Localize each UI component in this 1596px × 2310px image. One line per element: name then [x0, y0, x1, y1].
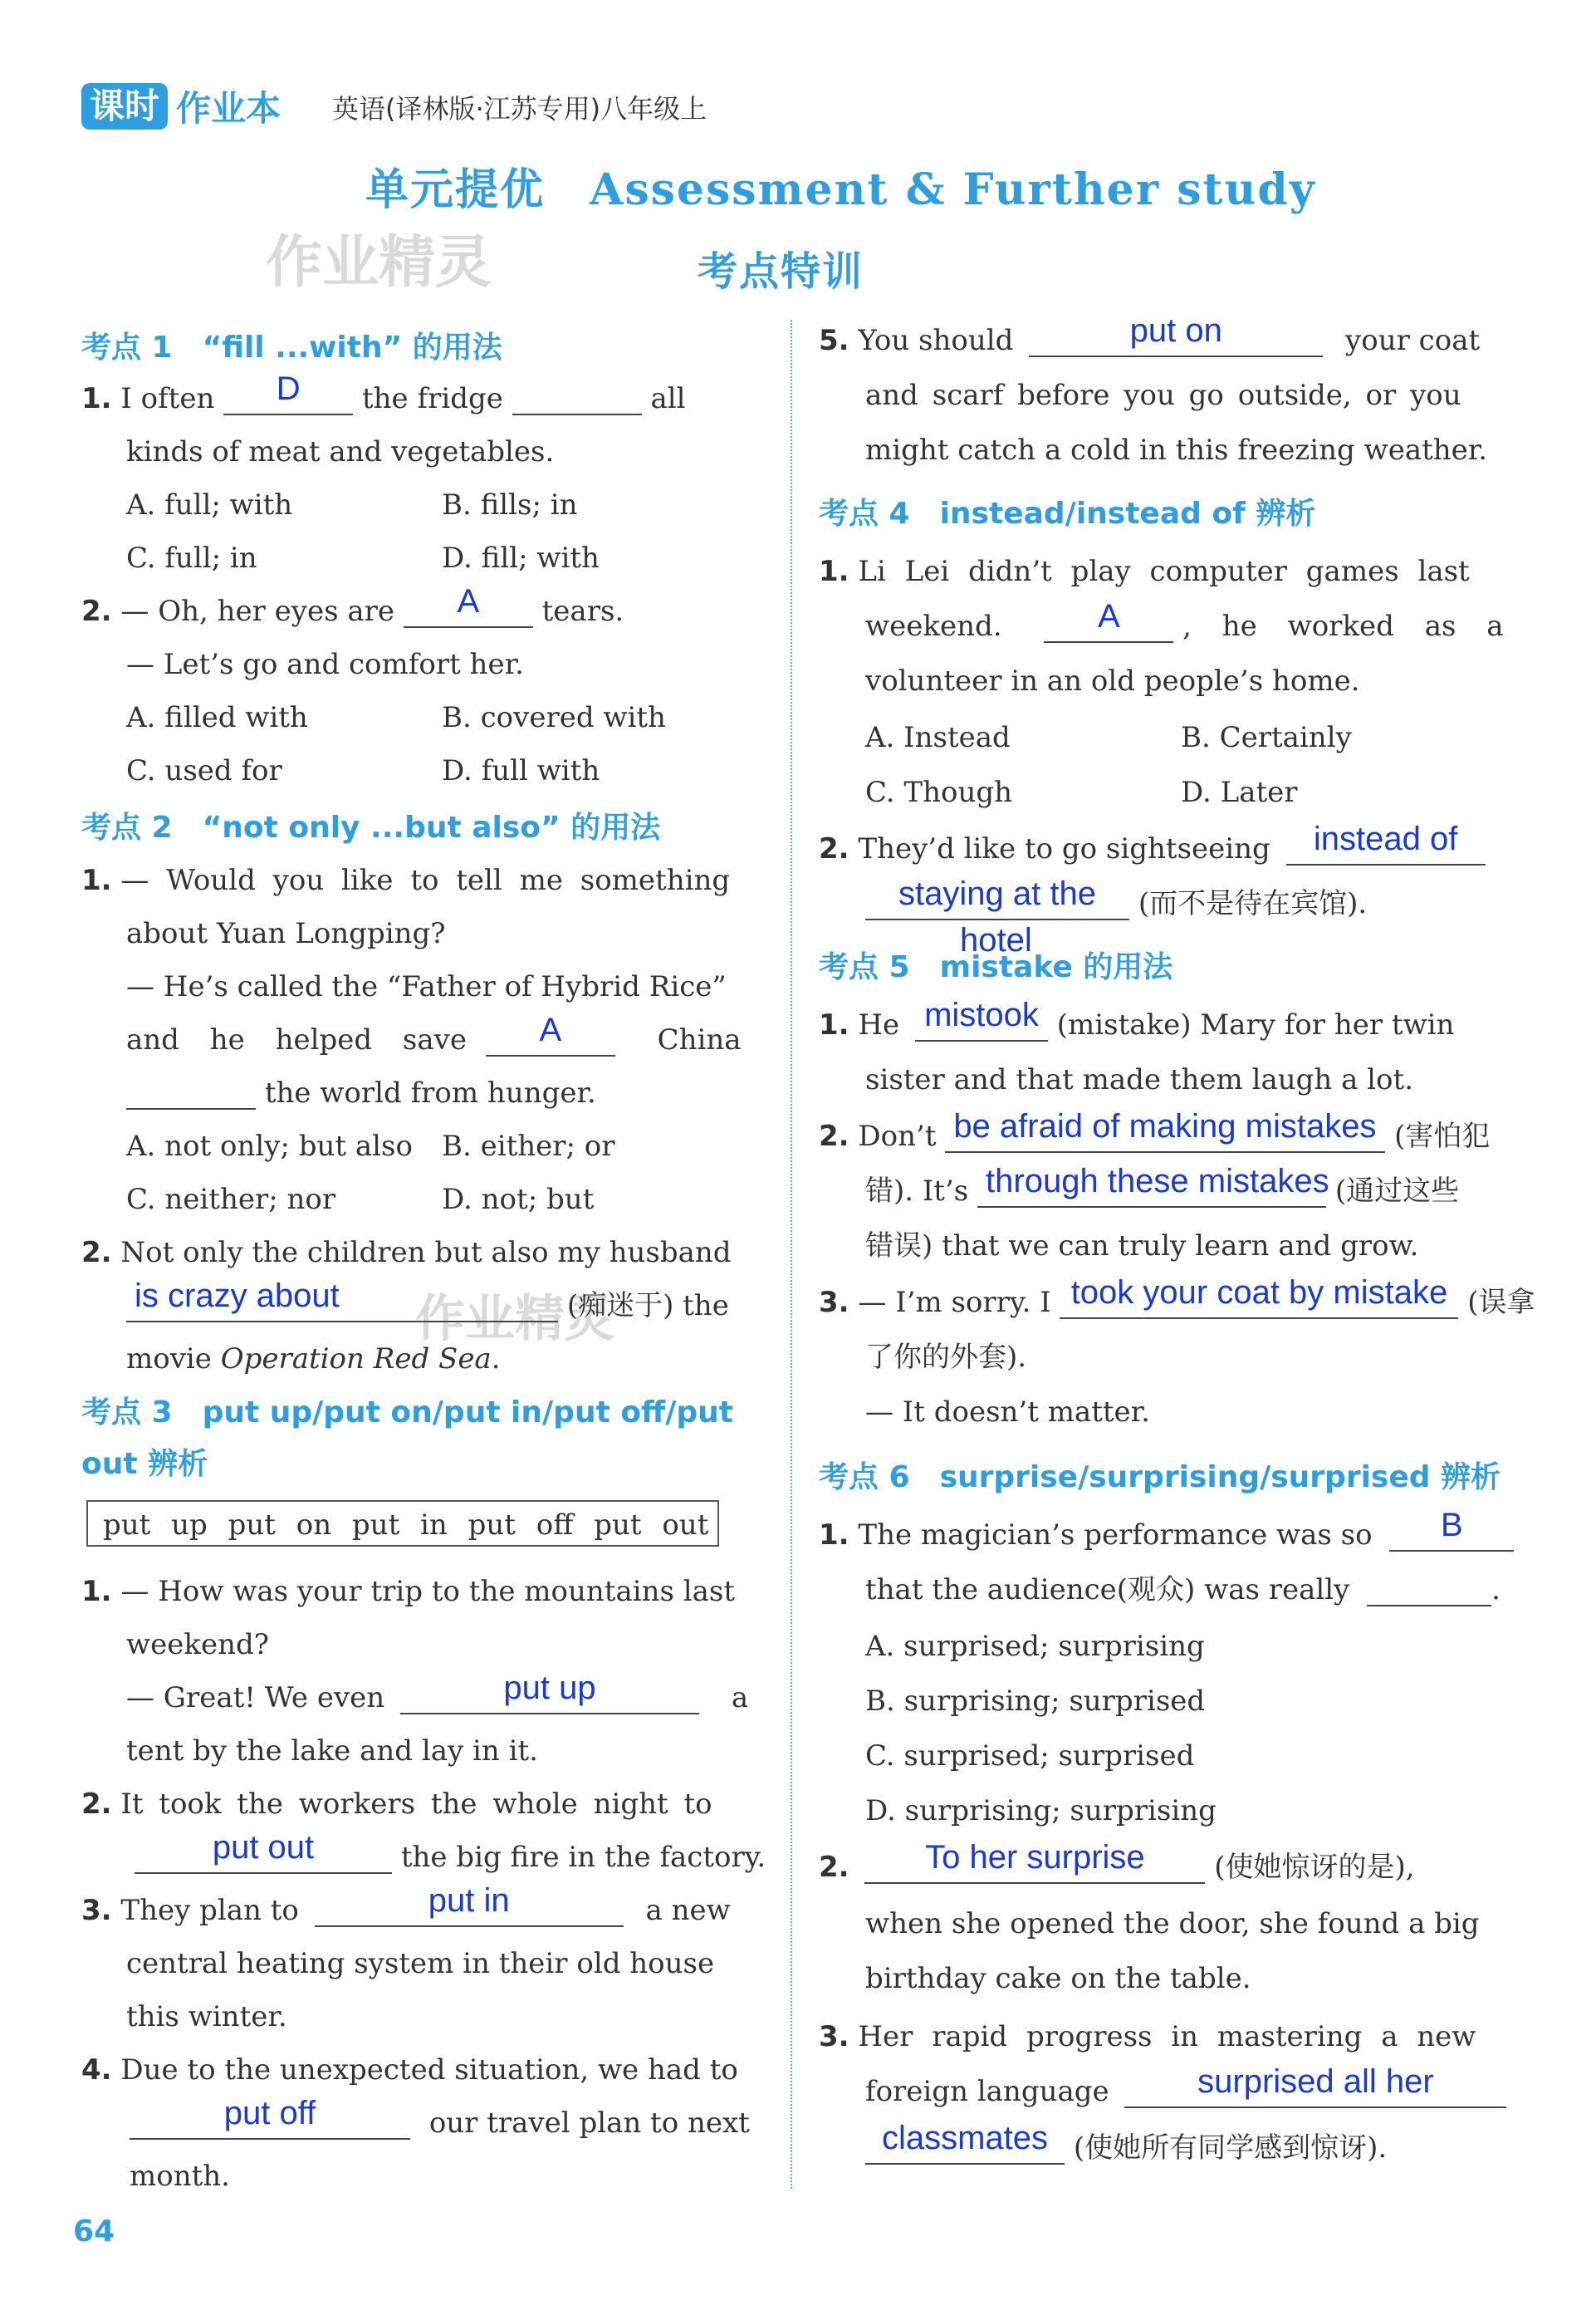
- s3-q1-line1: [81, 1575, 735, 1608]
- page-subtitle: 考点特训: [698, 248, 864, 295]
- s1-q2-answer: A: [457, 583, 480, 620]
- s2-q1-option-b: B. either; or: [442, 1130, 615, 1163]
- r-s6-q2-t0: (使她惊讶的是),: [1214, 1851, 1415, 1884]
- s1-q1-line2: kinds of meat and vegetables.: [126, 435, 555, 468]
- r-s4-q1-num: 1.: [819, 555, 849, 588]
- r-s5-q3-t1: (误拿: [1467, 1286, 1535, 1319]
- r-s4-q2-answer3: hotel: [960, 922, 1032, 959]
- s3-q1-line4: tent by the lake and lay in it.: [126, 1734, 538, 1768]
- book-info: 英语(译林版·江苏专用)八年级上: [332, 93, 707, 125]
- s1-q1-option-c: C. full; in: [126, 542, 257, 575]
- s3-q2-blank[interactable]: [135, 1829, 392, 1874]
- r-s6-q1-answer: B: [1441, 1507, 1463, 1543]
- s1-q2-t0: — Oh, her eyes are: [120, 595, 395, 628]
- s2-q1-t0: — Would you like to tell me something: [120, 864, 731, 897]
- r-s5-q2-t3: (通过这些: [1334, 1175, 1460, 1208]
- s3-q1-answer: put up: [503, 1670, 596, 1706]
- r-s4-q1-answer: A: [1098, 598, 1120, 635]
- r-s6-q3-t0: Her rapid progress in mastering a new: [858, 2020, 1476, 2053]
- r-q5-t0: You should: [858, 324, 1014, 357]
- s1-q2-option-a: A. filled with: [126, 701, 308, 734]
- s1-q1-num: 1.: [81, 382, 112, 415]
- r-s6-q3-t1: foreign language: [865, 2075, 1109, 2108]
- r-s5-q3-num: 3.: [819, 1286, 849, 1319]
- r-s4-q2-line1: [819, 821, 1486, 866]
- s2-q1-option-a: A. not only; but also: [126, 1130, 413, 1163]
- r-s5-q2-answer1: be afraid of making mistakes: [953, 1108, 1377, 1145]
- s2-q1-t5: the world from hunger.: [264, 1077, 596, 1110]
- s1-q2-option-b: B. covered with: [442, 701, 666, 734]
- r-s6-q1-line1: [819, 1507, 1514, 1552]
- r-s6-q2-blank[interactable]: [864, 1839, 1205, 1884]
- r-s5-q3-line1: [819, 1274, 1535, 1319]
- s3-q3-t1: a new: [645, 1894, 731, 1927]
- r-s5-q2-blank1[interactable]: [945, 1108, 1385, 1153]
- r-s6-q1-option-c: C. surprised; surprised: [865, 1739, 1195, 1773]
- s2-q2-line1: [81, 1236, 732, 1269]
- s1-q2-line2: — Let’s go and comfort her.: [126, 648, 524, 681]
- s2-q2-t4: .: [491, 1342, 501, 1376]
- r-s5-q2-line3: 错误) that we can truly learn and grow.: [865, 1229, 1419, 1263]
- s2-q2-t2: movie: [126, 1342, 212, 1376]
- section-6-title: 考点 6 surprise/surprising/surprised 辨析: [819, 1460, 1501, 1494]
- r-s6-q2-num: 2.: [819, 1851, 849, 1884]
- r-s4-q2-line2: [865, 875, 1368, 920]
- s3-q3-num: 3.: [81, 1894, 112, 1927]
- s3-q1-num: 1.: [81, 1575, 112, 1608]
- r-s6-q2-line3: birthday cake on the table.: [865, 1962, 1251, 1995]
- r-s6-q1-blank1[interactable]: [1389, 1507, 1514, 1552]
- s2-q1-option-c: C. neither; nor: [126, 1183, 336, 1216]
- r-s5-q2-t0: Don’t: [858, 1120, 937, 1153]
- s3-q3-t0: They plan to: [120, 1894, 299, 1927]
- section-3-title-line2: out 辨析: [81, 1447, 208, 1481]
- s2-q1-line4: [126, 1012, 742, 1057]
- s2-q1-line2: about Yuan Longping?: [126, 917, 446, 950]
- r-s5-q2-answer2: through these mistakes: [986, 1163, 1329, 1199]
- r-s6-q3-line2: [865, 2063, 1506, 2108]
- s2-q1-line3: — He’s called the “Father of Hybrid Rice”: [126, 970, 727, 1003]
- r-s4-q2-answer1: instead of: [1313, 821, 1458, 857]
- r-s6-q3-blank2[interactable]: [865, 2120, 1065, 2165]
- r-s4-q1-option-a: A. Instead: [865, 721, 1011, 754]
- r-s4-q2-blank1[interactable]: [1286, 821, 1486, 866]
- r-q5-line3: might catch a cold in this freezing weather.: [865, 434, 1488, 467]
- r-s4-q2-t1: (而不是待在宾馆).: [1138, 887, 1368, 920]
- r-s5-q2-line2: [865, 1163, 1460, 1208]
- r-s4-q2-blank2[interactable]: [865, 875, 1129, 920]
- s2-q2-blank[interactable]: [126, 1278, 558, 1322]
- s2-q2-movie-title: Operation Red Sea: [220, 1342, 492, 1376]
- s3-q1-t3: a: [731, 1681, 749, 1714]
- s3-q2-num: 2.: [81, 1788, 112, 1821]
- r-q5-num: 5.: [819, 324, 849, 357]
- section-2-title: 考点 2 “not only ...but also” 的用法: [81, 811, 661, 845]
- s1-q1-blank2[interactable]: [512, 382, 642, 415]
- s3-q4-t0: Due to the unexpected situation, we had to: [120, 2053, 738, 2087]
- r-s6-q3-blank1[interactable]: [1124, 2063, 1506, 2108]
- r-s5-q1-blank[interactable]: [915, 997, 1048, 1042]
- watermark: 作业精灵: [266, 230, 492, 296]
- r-s5-q1-line1: [819, 997, 1455, 1042]
- s2-q1-line5: [126, 1077, 596, 1110]
- s3-q4-line3: month.: [130, 2160, 230, 2193]
- r-s5-q3-t0: — I’m sorry. I: [858, 1286, 1051, 1319]
- s1-q2-t1: tears.: [541, 595, 624, 628]
- r-s6-q3-t2: (使她所有同学感到惊讶).: [1073, 2131, 1388, 2165]
- r-q5-answer: put on: [1129, 312, 1222, 349]
- s3-q3-line3: this winter.: [126, 2000, 287, 2033]
- s3-q1-line2: weekend?: [126, 1628, 269, 1661]
- r-s5-q1-t1: (mistake) Mary for her twin: [1056, 1008, 1455, 1042]
- s2-q2-t0: Not only the children but also my husband: [120, 1236, 732, 1269]
- s3-q1-blank[interactable]: [400, 1670, 699, 1714]
- r-s4-q2-answer2: staying at the: [898, 875, 1096, 912]
- s1-q2-line1: [81, 583, 624, 628]
- s1-q2-option-c: C. used for: [126, 754, 282, 787]
- section-5-title: 考点 5 mistake 的用法: [819, 950, 1173, 984]
- r-s5-q1-num: 1.: [819, 1008, 849, 1042]
- s1-q1-line1: [81, 370, 686, 415]
- s1-q1-t0: I often: [120, 382, 215, 415]
- r-s4-q1-option-d: D. Later: [1181, 776, 1298, 809]
- s3-q4-answer: put off: [223, 2095, 316, 2131]
- r-s5-q3-answer: took your coat by mistake: [1070, 1274, 1448, 1311]
- r-q5-line1: [819, 312, 1481, 357]
- s3-q4-num: 4.: [81, 2053, 112, 2087]
- s2-q1-t3: and he helped save: [126, 1023, 467, 1057]
- s3-q4-t1: our travel plan to next: [428, 2106, 750, 2140]
- s2-q1-answer: A: [539, 1012, 562, 1048]
- s1-q1-t2: all: [650, 382, 686, 415]
- section-1-title: 考点 1 “fill ...with” 的用法: [81, 331, 502, 365]
- s1-q1-option-b: B. fills; in: [442, 488, 578, 522]
- s2-q2-answer: is crazy about: [135, 1278, 340, 1314]
- r-s6-q1-option-d: D. surprising; surprising: [865, 1794, 1217, 1827]
- s1-q2-option-d: D. full with: [442, 754, 600, 787]
- s3-q2-line2: [135, 1829, 766, 1874]
- s3-q3-answer: put in: [428, 1882, 510, 1919]
- s2-q2-line3: [126, 1342, 501, 1376]
- s3-q2-t0: It took the workers the whole night to: [120, 1788, 712, 1821]
- r-s5-q1-answer: mistook: [924, 997, 1039, 1033]
- watermark-2: 作业精灵: [415, 1290, 614, 1348]
- r-s5-q2-num: 2.: [819, 1120, 849, 1153]
- r-s5-q2-line1: [819, 1108, 1491, 1153]
- logo-text: 作业本: [176, 88, 282, 129]
- s2-q1-blank2[interactable]: [126, 1077, 256, 1110]
- r-q5-t1: your coat: [1345, 324, 1481, 357]
- r-s4-q1-t0: Li Lei didn’t play computer games last: [858, 555, 1470, 588]
- r-q5-blank[interactable]: [1029, 312, 1323, 357]
- r-q5-line2: and scarf before you go outside, or you: [865, 379, 1461, 412]
- r-s4-q1-line2: [865, 598, 1504, 643]
- s2-q1-t4: China: [657, 1023, 742, 1057]
- logo-box: 课时: [81, 83, 168, 130]
- r-s6-q1-t2: .: [1491, 1573, 1501, 1606]
- r-s4-q2-t0: They’d like to go sightseeing: [858, 832, 1270, 866]
- r-s5-q3-blank[interactable]: [1060, 1274, 1458, 1319]
- s3-q4-line1: [81, 2053, 738, 2087]
- s1-q1-answer: D: [276, 370, 301, 407]
- s1-q1-blank1[interactable]: [223, 370, 353, 415]
- s1-q2-blank[interactable]: [404, 583, 533, 628]
- s3-q2-t1: the big fire in the factory.: [400, 1841, 766, 1874]
- r-s4-q1-line1: [819, 555, 1470, 588]
- s2-q1-line1: [81, 864, 730, 897]
- r-s4-q1-t1: weekend.: [865, 610, 1002, 643]
- s3-q4-line2: [130, 2095, 750, 2140]
- s3-q3-line1: [81, 1882, 731, 1927]
- s3-q2-line1: [81, 1788, 712, 1821]
- r-s6-q1-option-b: B. surprising; surprised: [865, 1685, 1206, 1718]
- s3-q1-t0: — How was your trip to the mountains last: [120, 1575, 736, 1608]
- r-s5-q2-t1: (害怕犯: [1394, 1120, 1491, 1153]
- s3-q3-blank[interactable]: [315, 1882, 624, 1927]
- section-3-title-line1: 考点 3 put up/put on/put in/put off/put: [81, 1395, 733, 1430]
- s1-q2-num: 2.: [81, 595, 112, 628]
- r-s4-q1-t2: , he worked as a: [1182, 610, 1504, 643]
- r-s6-q1-line2: [865, 1573, 1501, 1606]
- r-s5-q2-blank2[interactable]: [977, 1163, 1329, 1208]
- s2-q2-num: 2.: [81, 1236, 112, 1269]
- r-s4-q1-blank[interactable]: [1044, 598, 1173, 643]
- book-logo: [81, 83, 281, 130]
- s1-q1-t1: the fridge: [362, 382, 503, 415]
- r-s6-q1-t0: The magician’s performance was so: [858, 1518, 1373, 1552]
- page-title: 单元提优 Assessment & Further study: [365, 164, 1316, 215]
- r-s4-q1-option-c: C. Though: [865, 776, 1013, 809]
- r-s5-q3-line3: — It doesn’t matter.: [865, 1395, 1150, 1429]
- r-s6-q2-line1: [819, 1839, 1415, 1884]
- r-s5-q1-t0: He: [858, 1008, 900, 1042]
- r-s6-q3-answer2: classmates: [881, 2120, 1049, 2156]
- s2-q1-blank1[interactable]: [486, 1012, 615, 1057]
- s2-q2-t1: (痴迷于) the: [566, 1289, 729, 1322]
- s3-q2-answer: put out: [212, 1829, 315, 1866]
- r-s6-q2-answer: To her surprise: [925, 1839, 1145, 1876]
- r-s4-q1-line3: volunteer in an old people’s home.: [865, 665, 1360, 698]
- r-s6-q1-t1: that the audience(观众) was really: [865, 1573, 1350, 1606]
- r-s6-q2-line2: when she opened the door, she found a big: [865, 1907, 1480, 1940]
- r-s5-q2-t2: 错). It’s: [865, 1175, 969, 1208]
- s2-q2-line2: [126, 1278, 729, 1322]
- section-4-title: 考点 4 instead/instead of 辨析: [819, 497, 1316, 531]
- r-s4-q2-num: 2.: [819, 832, 849, 866]
- r-s6-q3-line1: [819, 2020, 1476, 2053]
- s2-q1-num: 1.: [81, 864, 112, 897]
- r-s6-q1-blank2[interactable]: [1367, 1573, 1491, 1606]
- r-s6-q1-num: 1.: [819, 1518, 849, 1552]
- r-s4-q1-option-b: B. Certainly: [1181, 721, 1352, 754]
- r-s6-q3-num: 3.: [819, 2020, 849, 2053]
- word-box: put up put on put in put off put out: [86, 1500, 719, 1547]
- s3-q1-line3: [126, 1670, 749, 1714]
- s3-q4-blank[interactable]: [130, 2095, 410, 2140]
- r-s6-q3-line3: [865, 2120, 1388, 2165]
- r-s6-q1-option-a: A. surprised; surprising: [865, 1630, 1205, 1663]
- s1-q1-option-a: A. full; with: [126, 488, 293, 522]
- r-s5-q3-line2: 了你的外套).: [865, 1341, 1027, 1374]
- s2-q1-option-d: D. not; but: [442, 1183, 595, 1216]
- s1-q1-option-d: D. fill; with: [442, 542, 600, 575]
- column-divider: [791, 320, 792, 2189]
- r-s6-q3-answer1: surprised all her: [1197, 2063, 1434, 2100]
- page-number: 64: [73, 2214, 115, 2249]
- r-s5-q1-line2: sister and that made them laugh a lot.: [865, 1063, 1413, 1096]
- s3-q1-t2: — Great! We even: [126, 1681, 385, 1714]
- s3-q3-line2: central heating system in their old house: [126, 1947, 715, 1980]
